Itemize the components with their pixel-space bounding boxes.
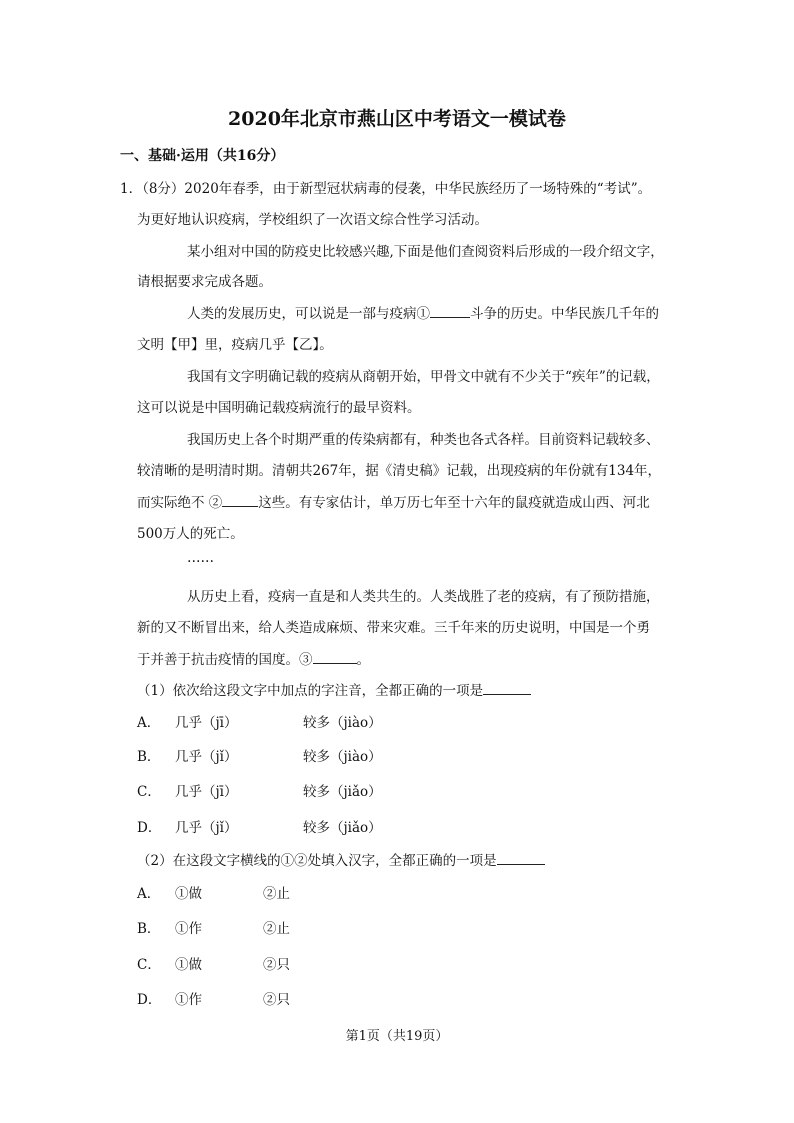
sub2-option-b[interactable] [137, 917, 290, 937]
passage-p3-line-3 [137, 491, 650, 511]
sub-question-1-prompt [137, 679, 531, 699]
option-label: C． [137, 784, 161, 800]
option-text: 较多（jiǎo） [303, 784, 382, 800]
intro-line-1: 某小组对中国的防疫史比较感兴趣,下面是他们查阅资料后形成的一段介绍文字， [187, 244, 664, 260]
question-line-2: 为更好地认识疫病，学校组织了一次语文综合性学习活动。 [137, 212, 488, 228]
option-label: A． [137, 886, 161, 902]
option-text: 几乎（jī） [175, 784, 238, 800]
page-footer: 第1页（共19页） [345, 1029, 449, 1044]
option-text: 较多（jiào） [303, 715, 382, 731]
section-heading: 一、基础·运用（共16分） [120, 148, 285, 164]
passage-p3-line-2: 较清晰的是明清时期。清朝共267年，据《清史稿》记载，出现疫病的年份就有134年， [137, 463, 662, 479]
sub1-option-a[interactable] [137, 711, 382, 731]
passage-text: 人类的发展历史，可以说是一部与疫病① [187, 306, 430, 322]
option-text: ①作 [175, 921, 202, 937]
option-text: ①做 [175, 957, 202, 973]
sub-question-2-prompt [137, 849, 545, 869]
option-label: D． [137, 992, 162, 1008]
passage-p3-line-1: 我国历史上各个时期严重的传染病都有，种类也各式各样。目前资料记载较多、 [187, 432, 660, 448]
answer-blank-2[interactable] [497, 852, 545, 865]
blank-1[interactable] [430, 305, 470, 318]
passage-p4-line-3 [137, 648, 370, 668]
passage-p2-line-1: 我国有文字明确记载的疫病从商朝开始，甲骨文中就有不少关于“疾年”的记载， [187, 369, 660, 385]
prompt-text: （2）在这段文字横线的①②处填入汉字，全都正确的一项是 [137, 853, 497, 869]
passage-text: 而实际绝不 ② [137, 495, 223, 511]
passage-p1-line-2: 文明【甲】里，疫病几乎【乙】。 [137, 337, 333, 353]
option-label: D． [137, 820, 162, 836]
option-label: C． [137, 957, 161, 973]
prompt-text: （1）依次给这段文字中加点的字注音，全都正确的一项是 [137, 683, 484, 699]
option-text: 几乎（jī） [175, 715, 238, 731]
sub1-option-d[interactable] [137, 816, 382, 836]
option-text: ②只 [263, 992, 290, 1008]
passage-text: 斗争的历史。中华民族几千年的 [470, 306, 659, 322]
option-label: B． [137, 921, 161, 937]
option-text: 几乎（jǐ） [175, 820, 238, 836]
passage-text: 于并善于抗击疫情的国度。③ [137, 652, 313, 668]
option-text: 较多（jiǎo） [303, 820, 382, 836]
intro-line-2: 请根据要求完成各题。 [137, 274, 272, 290]
passage-p2-line-2: 这可以说是中国明确记载疫病流行的最早资料。 [137, 400, 421, 416]
option-text: ②止 [263, 921, 290, 937]
question-number: 1． [120, 181, 143, 197]
sub2-option-a[interactable] [137, 882, 290, 902]
blank-3[interactable] [313, 651, 357, 664]
option-label: B． [137, 749, 161, 765]
option-text: 较多（jiào） [303, 749, 382, 765]
option-label: A． [137, 715, 161, 731]
option-text: ①做 [175, 886, 202, 902]
passage-text: 这些。有专家估计，单万历七年至十六年的鼠疫就造成山西、河北 [258, 495, 650, 511]
ellipsis: …… [187, 550, 214, 566]
passage-p4-line-1: 从历史上看，疫病一直是和人类共生的。人类战胜了老的疫病，有了预防措施， [187, 589, 660, 605]
page-title: 2020年北京市燕山区中考语文一模试卷 [228, 108, 566, 130]
passage-p4-line-2: 新的又不断冒出来，给人类造成麻烦、带来灾难。三千年来的历史说明，中国是一个勇 [137, 620, 650, 636]
option-text: ①作 [175, 992, 202, 1008]
passage-p3-line-4: 500万人的死亡。 [137, 526, 244, 542]
sub1-option-b[interactable] [137, 745, 382, 765]
option-text: ②止 [263, 886, 290, 902]
option-text: 几乎（jǐ） [175, 749, 238, 765]
passage-p1-line-1 [187, 302, 659, 322]
sub2-option-c[interactable] [137, 953, 290, 973]
sub1-option-c[interactable] [137, 780, 382, 800]
passage-text: 。 [356, 652, 370, 668]
question-line-1 [120, 177, 651, 197]
question-stem: （8分）2020年春季，由于新型冠状病毒的侵袭，中华民族经历了一场特殊的“考试”。 [142, 181, 652, 197]
blank-2[interactable] [222, 494, 258, 507]
option-text: ②只 [263, 957, 290, 973]
answer-blank-1[interactable] [483, 682, 531, 695]
sub2-option-d[interactable] [137, 988, 290, 1008]
